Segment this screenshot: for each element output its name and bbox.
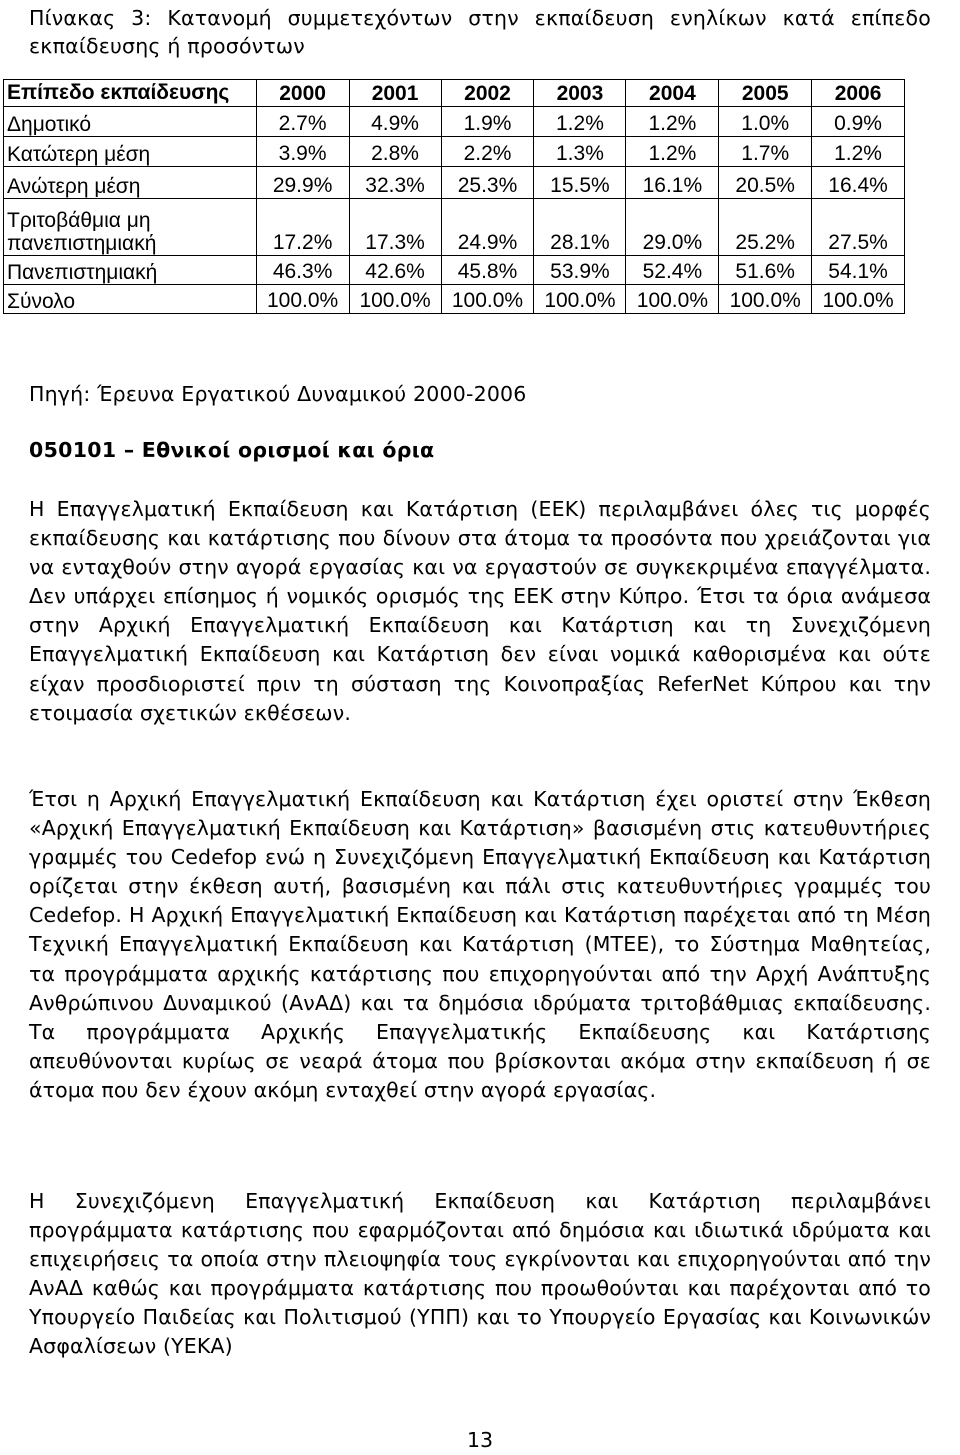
table-cell: 2.8%: [349, 137, 441, 167]
table-cell: 2.7%: [256, 107, 349, 137]
paragraph: Η Συνεχιζόμενη Επαγγελματική Εκπαίδευση και Κατάρτιση περιλαμβάνει προγράμματα κατάρτισης που εφαρμόζονται από δημόσια και ιδιωτικά ιδρύματα και επιχειρήσεις τα οποία στην πλειοψηφία τους εγκρίνονται και επιχορηγούνται από την ΑνΑΔ καθώς και προγράμματα κατάρτισης που προωθούνται και παρέχονται από το Υπουργείο Παιδείας και Πολιτισμού (ΥΠΠ) και το Υπουργείο Εργασίας και Κοινωνικών Ασφαλίσεων (ΥΕΚΑ): [29, 1189, 931, 1359]
row-label: Δημοτικό: [4, 107, 257, 137]
table-row: [4, 167, 905, 199]
section-heading: 050101 – Εθνικοί ορισμοί και όρια: [29, 438, 435, 462]
table-cell: 16.1%: [626, 167, 719, 199]
year-header: 2004: [626, 80, 719, 107]
row-label: Τριτοβάθμια μη πανεπιστημιακή: [4, 199, 257, 256]
table-cell: 20.5%: [719, 167, 812, 199]
year-header: 2005: [719, 80, 812, 107]
table-cell: 32.3%: [349, 167, 441, 199]
table-cell: 0.9%: [812, 107, 905, 137]
table-cell: 1.2%: [626, 137, 719, 167]
table-cell: 42.6%: [349, 256, 441, 285]
table-cell: 100.0%: [534, 285, 626, 314]
table-source: Πηγή: Έρευνα Εργατικού Δυναμικού 2000-2006: [29, 382, 527, 406]
table-header-row: [4, 80, 905, 107]
table-cell: 25.2%: [719, 199, 812, 256]
table-cell: 1.9%: [441, 107, 534, 137]
paragraph: Έτσι η Αρχική Επαγγελματική Εκπαίδευση και Κατάρτιση έχει οριστεί στην Έκθεση «Αρχική Επαγγελματική Εκπαίδευση και Κατάρτιση» βασισμένη στις κατευθυντήριες γραμμές του Cedefop ενώ η Συνεχιζόμενη Επαγγελματική Εκπαίδευση και Κατάρτιση ορίζεται στην έκθεση αυτή, βασισμένη και πάλι στις κατευθυντήριες γραμμές του Cedefop. Η Αρχική Επαγγελματική Εκπαίδευση και Κατάρτιση παρέχεται από τη Μέση Τεχνική Επαγγελματική Εκπαίδευση και Κατάρτιση (ΜΤΕΕ), το Σύστημα Μαθητείας, τα προγράμματα αρχικής κατάρτισης που επιχορηγούνται από την Αρχή Ανάπτυξης Ανθρώπινου Δυναμικού (ΑνΑΔ) και τα δημόσια ιδρύματα τριτοβάθμιας εκπαίδευσης. Τα προγράμματα Αρχικής Επαγγελματικής Εκπαίδευσης και Κατάρτισης απευθύνονται κυρίως σε νεαρά άτομα που βρίσκονται ακόμα στην εκπαίδευση ή σε άτομα που δεν έχουν ακόμη ενταχθεί στην αγορά εργασίας.: [29, 787, 931, 1102]
table-cell: 45.8%: [441, 256, 534, 285]
table-cell: 16.4%: [812, 167, 905, 199]
table-cell: 29.9%: [256, 167, 349, 199]
paragraph: Η Επαγγελματική Εκπαίδευση και Κατάρτιση (ΕΕΚ) περιλαμβάνει όλες τις μορφές εκπαίδευσης και κατάρτισης που δίνουν στα άτομα τα προσόντα που χρειάζονται για να ενταχθούν στην αγορά εργασίας και να εργαστούν σε συγκεκριμένα επαγγέλματα. Δεν υπάρχει επίσημος ή νομικός ορισμός της ΕΕΚ στην Κύπρο. Έτσι τα όρια ανάμεσα στην Αρχική Επαγγελματική Εκπαίδευση και Κατάρτιση και τη Συνεχιζόμενη Επαγγελματική Εκπαίδευση και Κατάρτιση δεν είναι νομικά καθορισμένα και ούτε είχαν προσδιοριστεί πριν τη σύσταση της Κοινοπραξίας ReferNet Κύπρου και την ετοιμασία σχετικών εκθέσεων.: [29, 497, 931, 725]
year-header: 2002: [441, 80, 534, 107]
table-cell: 1.0%: [719, 107, 812, 137]
table-cell: 28.1%: [534, 199, 626, 256]
table-header-label: Επίπεδο εκπαίδευσης: [4, 80, 257, 107]
table-cell: 100.0%: [719, 285, 812, 314]
table-cell: 51.6%: [719, 256, 812, 285]
table-cell: 46.3%: [256, 256, 349, 285]
table-row: [4, 137, 905, 167]
table-cell: 4.9%: [349, 107, 441, 137]
row-label: Πανεπιστημιακή: [4, 256, 257, 285]
row-label: Ανώτερη μέση: [4, 167, 257, 199]
table-cell: 1.2%: [534, 107, 626, 137]
table-caption: Πίνακας 3: Κατανομή συμμετεχόντων στην εκπαίδευση ενηλίκων κατά επίπεδο εκπαίδευσης ή προσόντων: [29, 6, 931, 58]
table-cell: 29.0%: [626, 199, 719, 256]
table-row: [4, 256, 905, 285]
participation-table: [3, 79, 905, 314]
table-cell: 100.0%: [256, 285, 349, 314]
table-cell: 54.1%: [812, 256, 905, 285]
table-row: [4, 285, 905, 314]
table-cell: 1.2%: [812, 137, 905, 167]
table-cell: 17.3%: [349, 199, 441, 256]
table-cell: 100.0%: [626, 285, 719, 314]
table-cell: 1.3%: [534, 137, 626, 167]
year-header: 2001: [349, 80, 441, 107]
table-cell: 24.9%: [441, 199, 534, 256]
year-header: 2006: [812, 80, 905, 107]
row-label: Κατώτερη μέση: [4, 137, 257, 167]
table-cell: 52.4%: [626, 256, 719, 285]
table-cell: 15.5%: [534, 167, 626, 199]
row-label: Σύνολο: [4, 285, 257, 314]
table-cell: 3.9%: [256, 137, 349, 167]
table-row: [4, 199, 905, 256]
year-header: 2003: [534, 80, 626, 107]
table-cell: 2.2%: [441, 137, 534, 167]
table-cell: 53.9%: [534, 256, 626, 285]
table-cell: 100.0%: [441, 285, 534, 314]
table-cell: 1.7%: [719, 137, 812, 167]
year-header: 2000: [256, 80, 349, 107]
table-row: [4, 107, 905, 137]
table-cell: 100.0%: [812, 285, 905, 314]
table-cell: 25.3%: [441, 167, 534, 199]
table-cell: 27.5%: [812, 199, 905, 256]
table-cell: 1.2%: [626, 107, 719, 137]
page-number: 13: [466, 1428, 494, 1452]
table-cell: 100.0%: [349, 285, 441, 314]
table-cell: 17.2%: [256, 199, 349, 256]
